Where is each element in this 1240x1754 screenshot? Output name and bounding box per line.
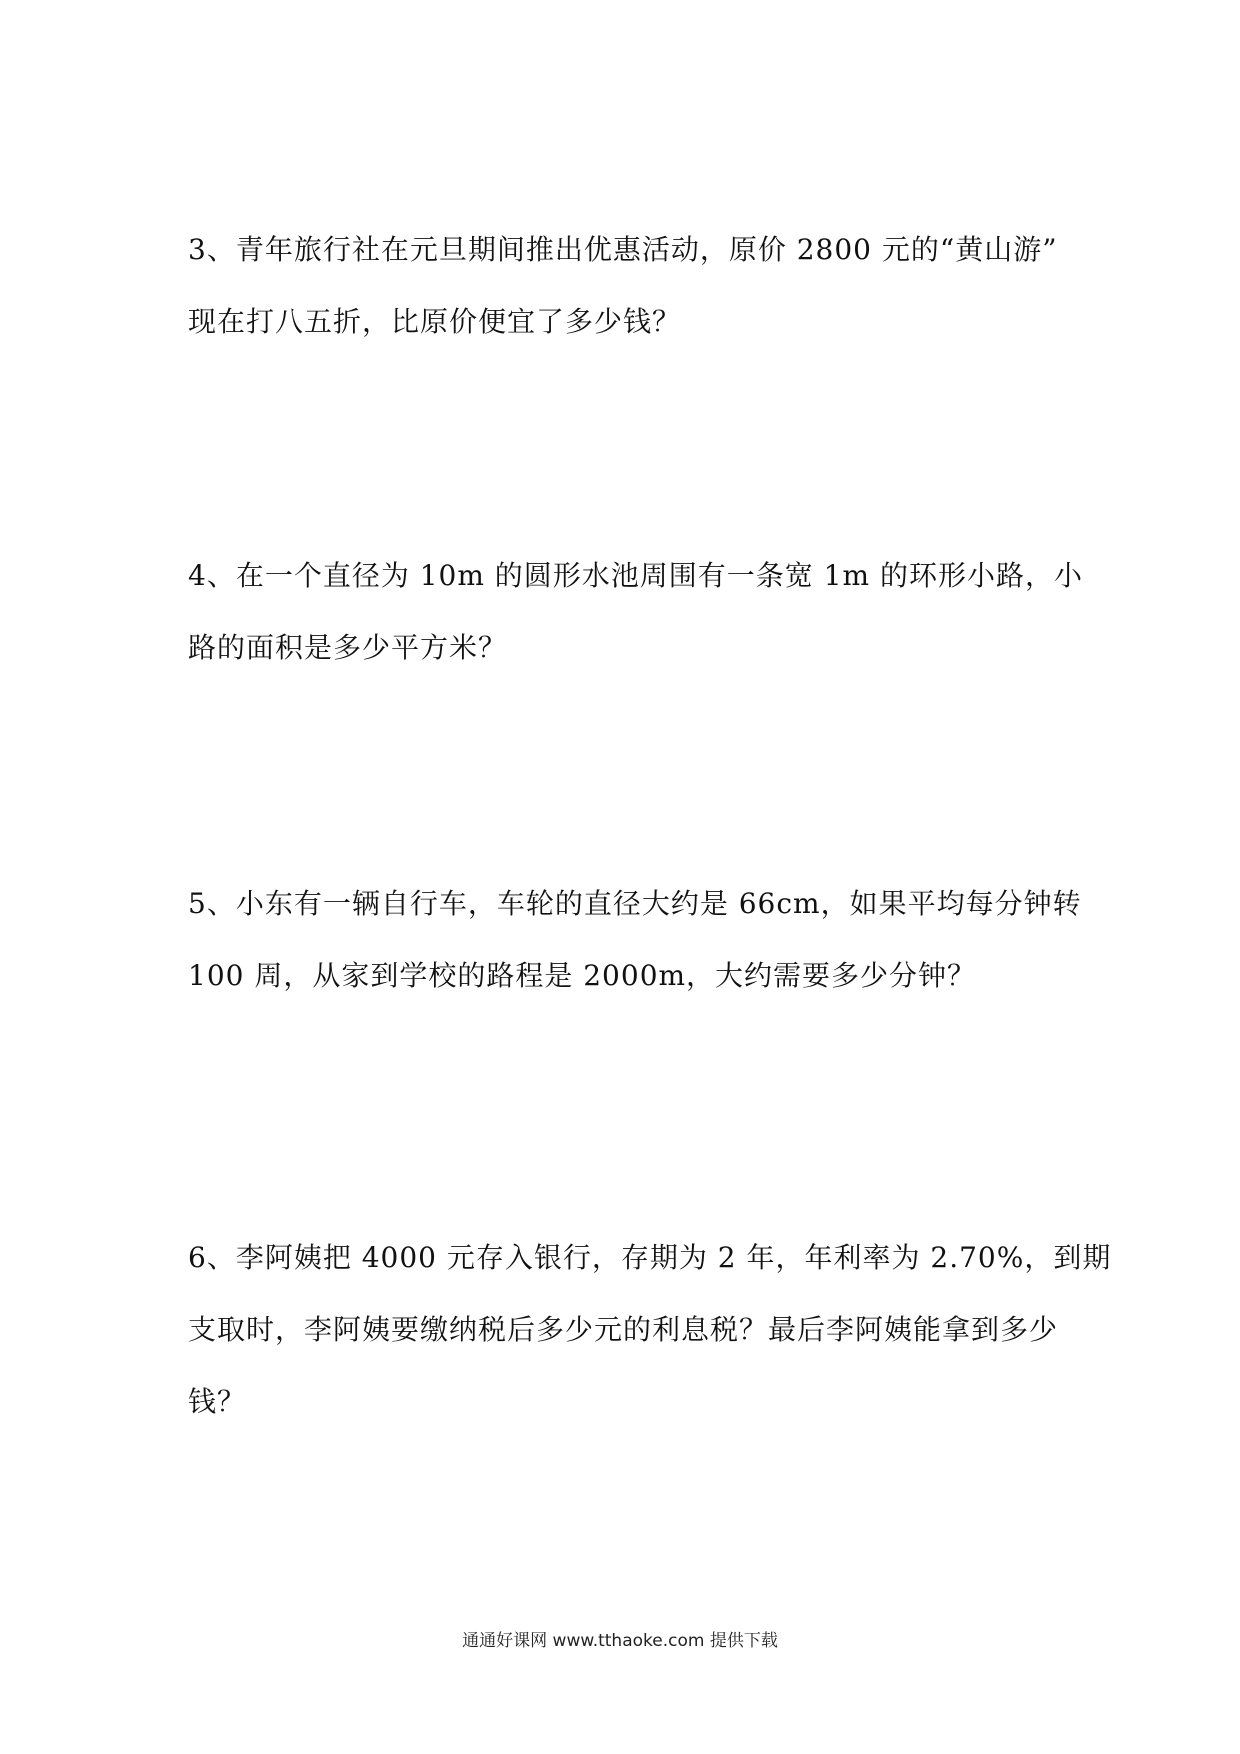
problem-4	[188, 540, 1083, 684]
problem-6-line-2: 支取时，李阿姨要缴纳税后多少元的利息税？最后李阿姨能拿到多少	[188, 1313, 1059, 1346]
page-footer: 通通好课网 www.tthaoke.com 提供下载	[462, 1631, 778, 1651]
problem-4-line-1: 4、在一个直径为 10m 的圆形水池周围有一条宽 1m 的环形小路，小	[188, 559, 1083, 592]
problem-6	[188, 1222, 1112, 1438]
problem-5-line-2: 100 周，从家到学校的路程是 2000m，大约需要多少分钟？	[188, 959, 977, 992]
problem-5	[188, 868, 1082, 1012]
problem-3-line-2: 现在打八五折，比原价便宜了多少钱？	[188, 305, 682, 338]
problem-4-line-2: 路的面积是多少平方米？	[188, 631, 508, 664]
problem-6-line-1: 6、李阿姨把 4000 元存入银行，存期为 2 年，年利率为 2.70%，到期	[188, 1241, 1112, 1274]
problem-3-line-1: 3、青年旅行社在元旦期间推出优惠活动，原价 2800 元的“黄山游”	[188, 233, 1058, 266]
problem-6-line-3: 钱？	[188, 1385, 247, 1418]
problem-3	[188, 214, 1068, 358]
problem-5-line-1: 5、小东有一辆自行车，车轮的直径大约是 66cm，如果平均每分钟转	[188, 887, 1082, 920]
